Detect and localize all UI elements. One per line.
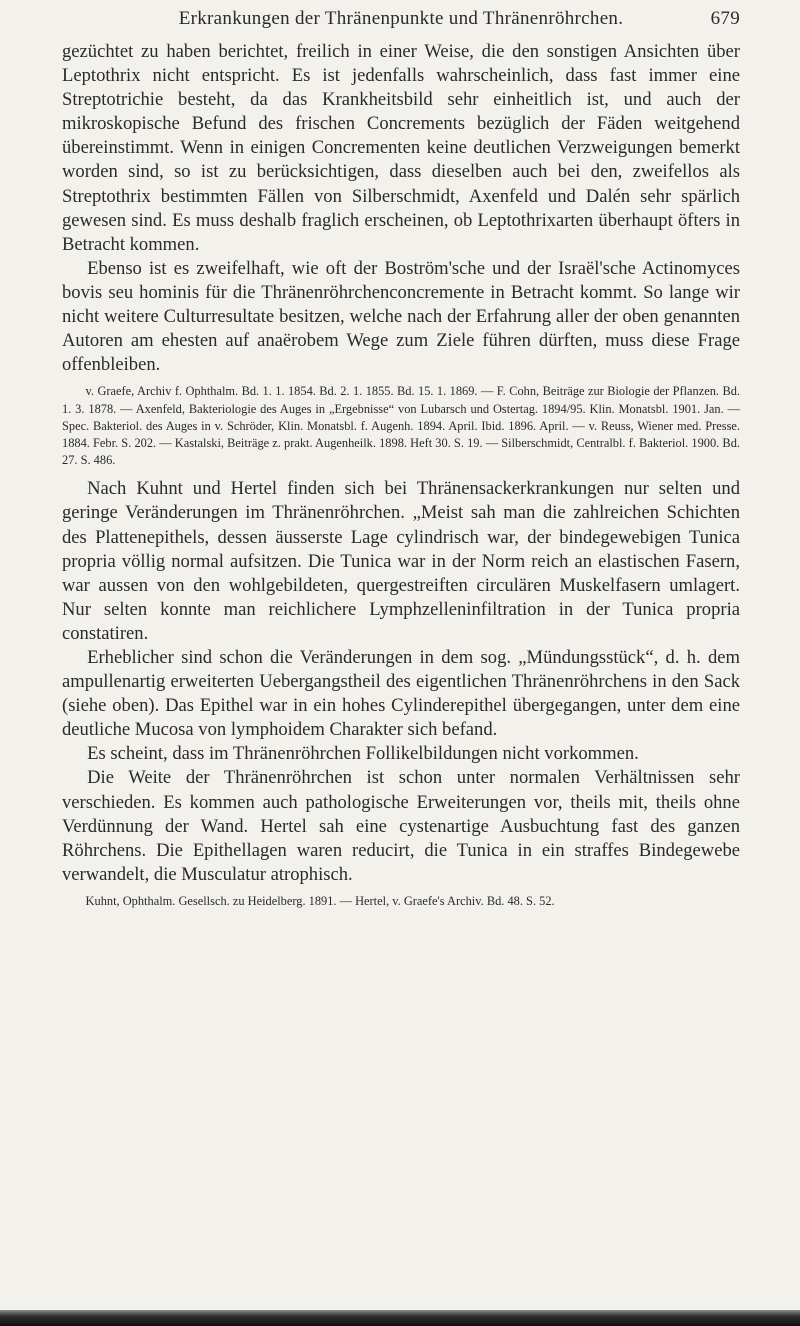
running-header — [62, 0, 740, 40]
paragraph-weite: Die Weite der Thränenröhrchen ist schon unter normalen Verhältnissen sehr verschieden. Es kommen auch pathologische Erweiterungen vor, theils mit, theils ohne Verdünnung der Wand. Hertel sah eine cystenartige Ausbuchtung fast des ganzen Röhrchens. Die Epithellagen waren reducirt, die Tunica in ein straffes Bindegewebe verwandelt, die Musculatur atrophisch. — [62, 767, 740, 885]
paragraph-leptothrix: gezüchtet zu haben berichtet, freilich in einer Weise, die den sonstigen Ansichten über Leptothrix nicht entspricht. Es ist jedenfalls wahrscheinlich, dass fast immer eine Streptotrichie besteht, da das Krankheitsbild sehr einheitlich ist, und auch der mikroskopische Befund des frischen Concrements bezüglich der Fäden weitgehend übereinstimmt. Wenn in einigen Concrementen keine deutlichen Verzweigungen bemerkt worden sind, so ist zu berücksichtigen, dass dieselben auch bei den, zweifellos als Streptothrix bestimmten Fällen von Silberschmidt, Axenfeld und Dalén sehr spärlich gewesen sind. Es muss deshalb fraglich erscheinen, ob Leptothrixarten überhaupt öfters in Betracht kommen. — [62, 41, 740, 255]
paragraph-kuhnt-hertel: Nach Kuhnt und Hertel finden sich bei Thränensackerkrankungen nur selten und geringe Veränderungen im Thränenröhrchen. „Meist sah man die zahlreichen Schichten des Plattenepithels, dessen äusserste Lage cylindrisch war, der bindegewebigen Tunica propria völlig normal aufsitzen. Die Tunica war in der Norm reich an elastischen Fasern, war aussen von den wohlgebildeten, quergestreiften circulären Muskelfasern umlagert. Nur selten konnte man reichlichere Lymphzelleninfiltration in der Tunica propria constatiren. — [62, 478, 740, 644]
paragraph-follikel: Es scheint, dass im Thränenröhrchen Follikelbildungen nicht vorkommen. — [87, 743, 639, 765]
running-title: Erkrankungen der Thränenpunkte und Thränenröhrchen. — [178, 8, 624, 29]
book-page — [62, 0, 740, 918]
page-number: 679 — [710, 8, 740, 29]
references-block-2: Kuhnt, Ophthalm. Gesellsch. zu Heidelberg. 1891. — Hertel, v. Graefe's Archiv. Bd. 48. S. 52. — [85, 893, 555, 908]
paragraph-actinomyces: Ebenso ist es zweifelhaft, wie oft der Boström'sche und der Israël'sche Actinomyces bovis seu hominis für die Thränenröhrchenconcremente in Betracht kommt. So lange wir nicht weitere Culturresultate besitzen, welche nach der Erfahrung aller der oben genannten Autoren am ehesten auf anaërobem Wege zum Ziele führen dürften, muss diese Frage offenbleiben. — [62, 257, 740, 376]
references-block-1: v. Graefe, Archiv f. Ophthalm. Bd. 1. 1. 1854. Bd. 2. 1. 1855. Bd. 15. 1. 1869. — F. Cohn, Beiträge zur Biologie der Pflanzen. Bd. 1. 3. 1878. — Axenfeld, Bakteriologie des Auges in „Ergebnisse“ von Lubarsch und Ostertag. 1894/95. Klin. Monatsbl. 1901. Jan. — Spec. Bakteriol. des Auges in v. Schröder, Klin. Monatsbl. f. Augenh. 1894. April. Ibid. 1896. April. — v. Reuss, Wiener med. Presse. 1884. Febr. S. 202. — Kastalski, Beiträge z. prakt. Augenheilk. 1898. Heft 30. S. 19. — Silberschmidt, Centralbl. f. Bakteriol. 1900. Bd. 27. S. 486. — [62, 384, 740, 468]
scan-edge-bar — [0, 1310, 800, 1326]
paragraph-muendungsstueck: Erheblicher sind schon die Veränderungen in dem sog. „Mündungsstück“, d. h. dem ampullenartig erweiterten Uebergangstheil des eigentlichen Thränenröhrchens in den Sack (siehe oben). Das Epithel war in ein hohes Cylinderepithel übergegangen, unter dem eine deutliche Mucosa von lymphoidem Charakter sich befand. — [62, 646, 740, 741]
